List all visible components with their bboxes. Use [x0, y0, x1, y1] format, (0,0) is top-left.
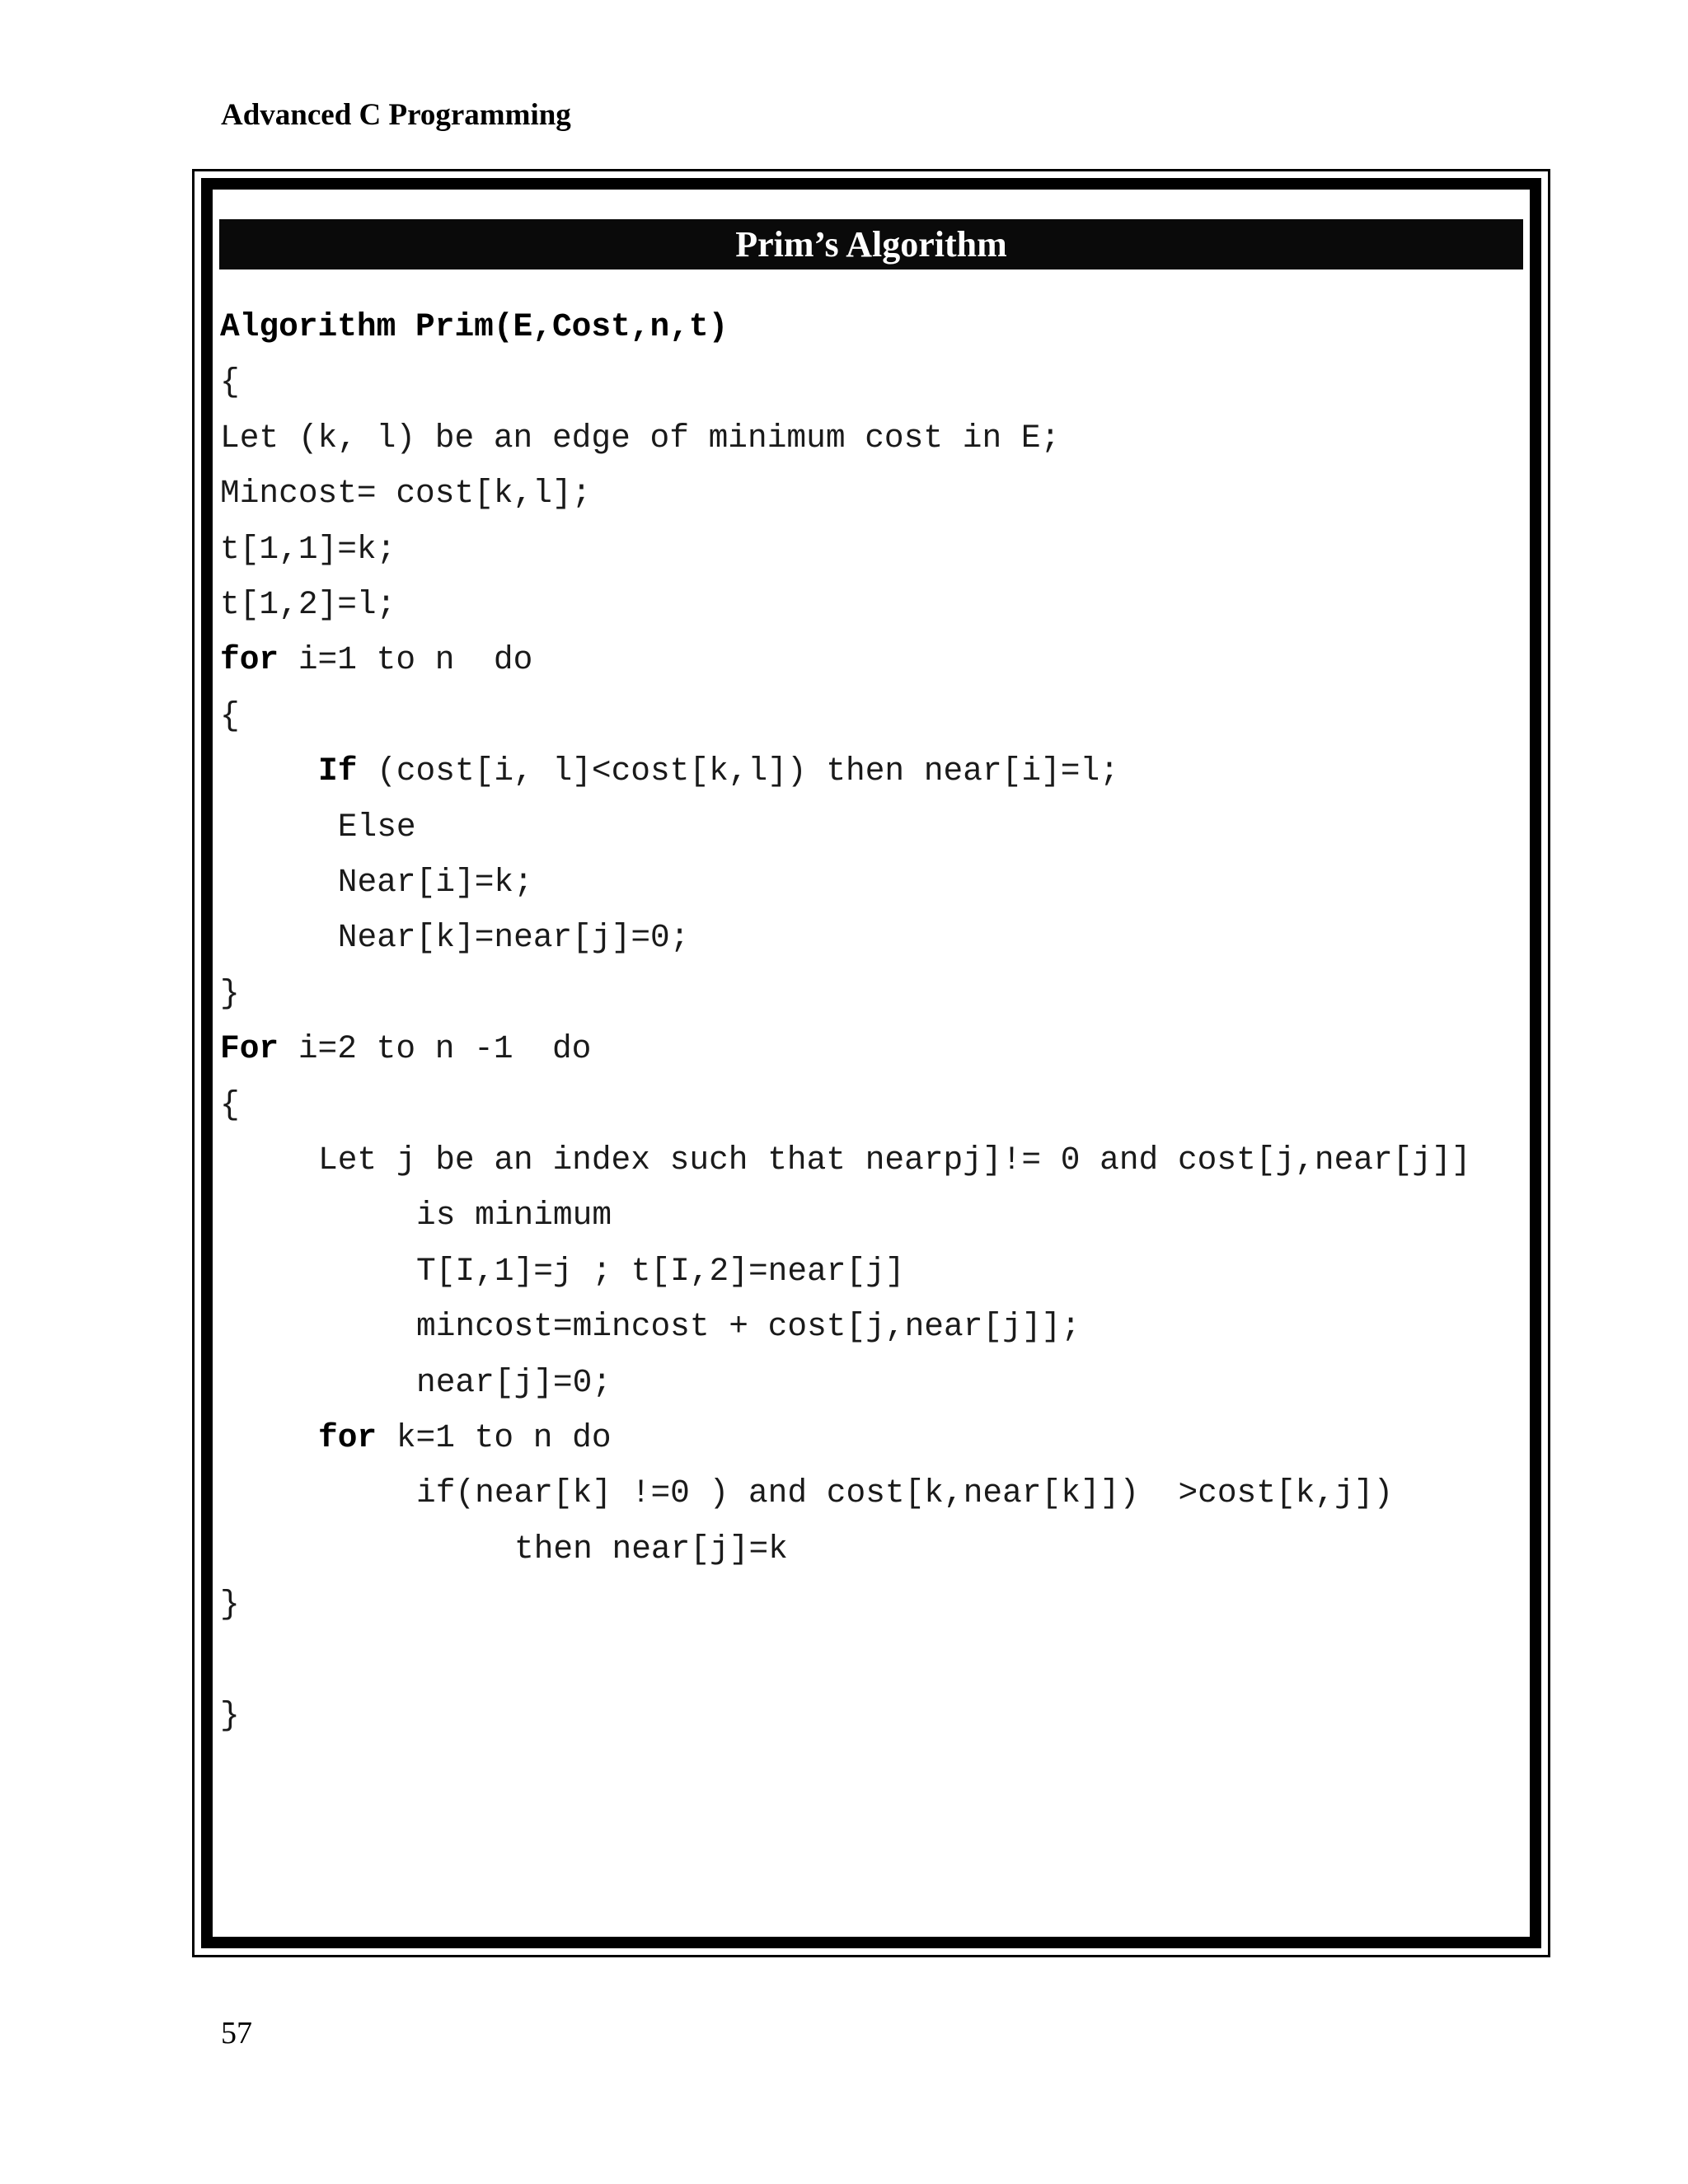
- code-line: [337, 808, 416, 846]
- code-text: if(near[k] !=0 ) and cost[k,near[k]]) >cost[k,j]): [416, 1474, 1394, 1512]
- code-text: k=1 to n do: [377, 1419, 612, 1456]
- code-keyword: for: [318, 1419, 377, 1456]
- code-text: T[I,1]=j ; t[I,2]=near[j]: [416, 1252, 905, 1290]
- code-text: }: [220, 1697, 240, 1734]
- code-text: Near[i]=k;: [337, 864, 533, 901]
- code-line: [318, 752, 1119, 790]
- code-line: [220, 974, 240, 1012]
- code-text: Else: [337, 808, 416, 846]
- box-title: Prim’s Algorithm: [219, 219, 1523, 269]
- code-line: [337, 919, 690, 957]
- code-line: [220, 1586, 240, 1624]
- code-line: [416, 1197, 612, 1235]
- code-text: Let (k, l) be an edge of minimum cost in E;: [220, 419, 1061, 457]
- code-text: Let j be an index such that nearpj]!= 0 and cost[j,near[j]]: [318, 1141, 1471, 1179]
- code-line: [220, 308, 729, 345]
- code-line: [220, 475, 592, 513]
- code-line: [318, 1141, 1471, 1179]
- code-text: mincost=mincost + cost[j,near[j]];: [416, 1308, 1081, 1346]
- code-text: near[j]=0;: [416, 1363, 612, 1401]
- code-text: }: [220, 974, 240, 1012]
- code-text: Near[k]=near[j]=0;: [337, 919, 690, 957]
- code-text: i=2 to n -1 do: [279, 1030, 592, 1068]
- code-text: t[1,2]=l;: [220, 586, 396, 623]
- code-line: [416, 1474, 1394, 1512]
- code-text: (cost[i, l]<cost[k,l]) then near[i]=l;: [357, 752, 1119, 790]
- code-keyword: For: [220, 1030, 279, 1068]
- code-line: [220, 1030, 592, 1068]
- code-text: i=1 to n do: [279, 641, 533, 679]
- code-line: [220, 641, 533, 679]
- code-text: is minimum: [416, 1197, 612, 1235]
- code-text: t[1,1]=k;: [220, 530, 396, 568]
- code-text: {: [220, 1085, 240, 1123]
- code-line: [220, 363, 240, 401]
- code-line: [514, 1530, 788, 1568]
- code-line: [220, 419, 1061, 457]
- code-line: [220, 588, 396, 621]
- code-line: [318, 1419, 612, 1456]
- code-keyword: Algorithm Prim(E,Cost,n,t): [220, 308, 729, 345]
- code-text: then near[j]=k: [514, 1530, 788, 1568]
- code-keyword: for: [220, 641, 279, 679]
- code-text: {: [220, 363, 240, 401]
- code-line: [220, 696, 240, 734]
- page-number: 57: [221, 2016, 252, 2050]
- code-line: [220, 530, 396, 568]
- running-header: Advanced C Programming: [221, 98, 571, 132]
- code-line: [220, 1699, 240, 1732]
- code-keyword: If: [318, 752, 358, 790]
- code-text: Mincost= cost[k,l];: [220, 475, 592, 513]
- code-line: [220, 1085, 240, 1123]
- code-line: [416, 1363, 612, 1401]
- code-text: {: [220, 696, 240, 734]
- code-text: }: [220, 1586, 240, 1624]
- code-line: [416, 1308, 1081, 1346]
- code-line: [338, 866, 533, 899]
- code-line: [416, 1252, 905, 1290]
